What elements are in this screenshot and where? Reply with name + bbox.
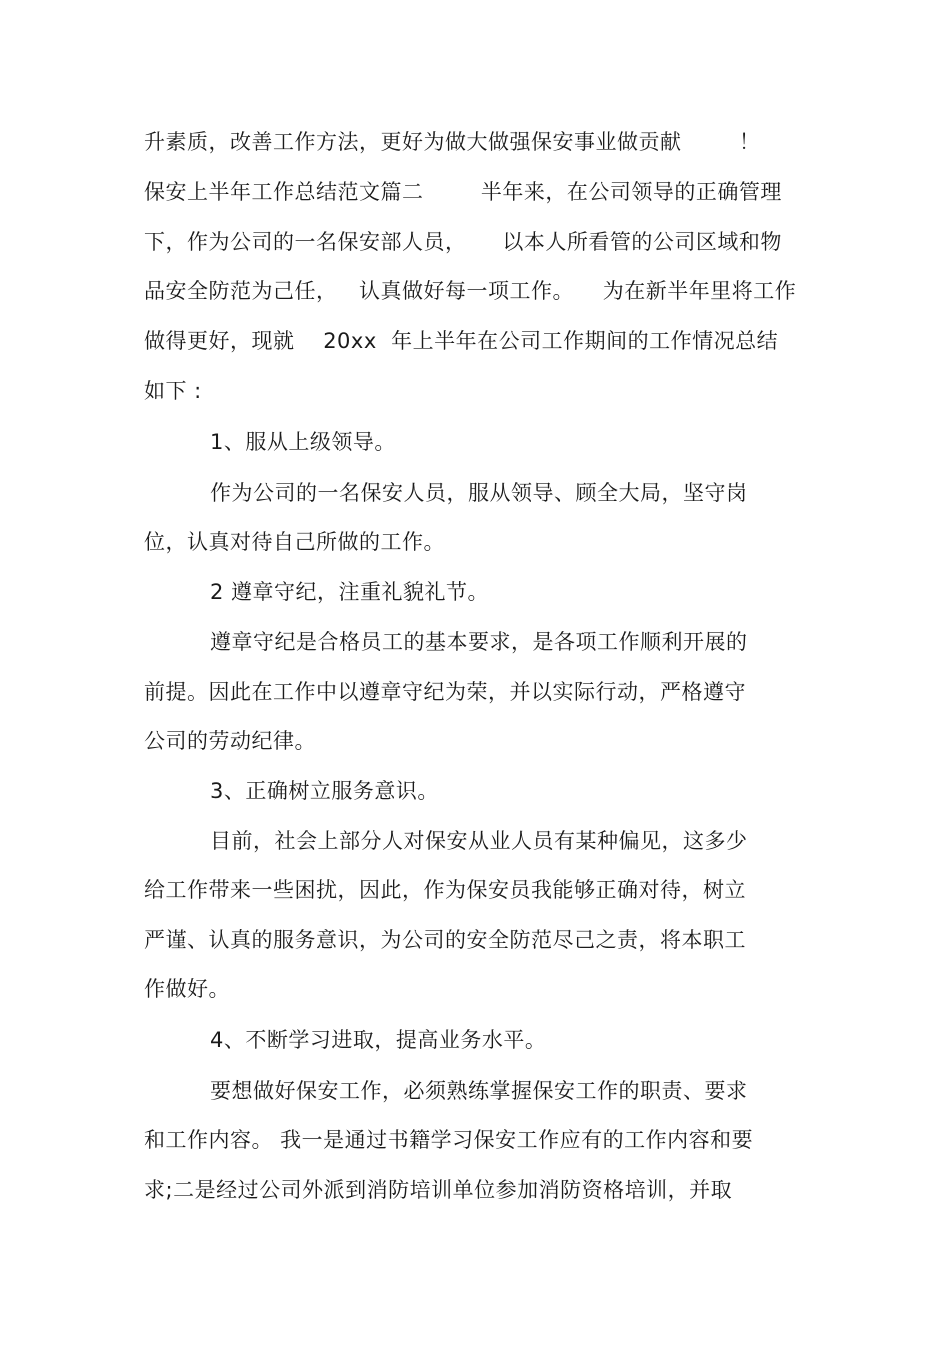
- paragraph-3-line-4: 作做好。: [144, 977, 230, 1001]
- paragraph-1-line-2: 位，认真对待自己所做的工作。: [144, 530, 445, 554]
- text-line-6: 如下 :: [144, 379, 202, 403]
- paragraph-2-line-3: 公司的劳动纪律。: [144, 729, 316, 753]
- text-line-4: 品安全防范为己任， 认真做好每一项工作。 为在新半年里将工作: [144, 279, 797, 303]
- text-line-5: 做得更好，现就 20xx 年上半年在公司工作期间的工作情况总结: [144, 329, 779, 353]
- text-line-1: 升素质，改善工作方法，更好为做大做强保安事业做贡献 ！: [144, 130, 761, 154]
- paragraph-3-line-2: 给工作带来一些困扰，因此，作为保安员我能够正确对待，树立: [144, 878, 746, 902]
- paragraph-4-line-3: 求;二是经过公司外派到消防培训单位参加消防资格培训，并取: [144, 1178, 733, 1202]
- paragraph-3-line-1: 目前，社会上部分人对保安从业人员有某种偏见，这多少: [210, 829, 748, 853]
- text-line-3: 下，作为公司的一名保安部人员， 以本人所看管的公司区域和物: [144, 230, 782, 254]
- section-heading-3: 3、正确树立服务意识。: [210, 779, 439, 803]
- paragraph-4-line-1: 要想做好保安工作，必须熟练掌握保安工作的职责、要求: [210, 1079, 748, 1103]
- section-heading-4: 4、不断学习进取，提高业务水平。: [210, 1028, 547, 1052]
- section-heading-2: 2 遵章守纪，注重礼貌礼节。: [210, 580, 490, 604]
- section-heading-1: 1、服从上级领导。: [210, 430, 396, 454]
- paragraph-1-line-1: 作为公司的一名保安人员，服从领导、顾全大局，坚守岗: [210, 481, 748, 505]
- paragraph-2-line-2: 前提。因此在工作中以遵章守纪为荣，并以实际行动，严格遵守: [144, 680, 746, 704]
- paragraph-3-line-3: 严谨、认真的服务意识，为公司的安全防范尽己之责，将本职工: [144, 928, 746, 952]
- text-line-2: 保安上半年工作总结范文篇二 半年来，在公司领导的正确管理: [144, 180, 782, 204]
- paragraph-4-line-2: 和工作内容。 我一是通过书籍学习保安工作应有的工作内容和要: [144, 1128, 754, 1152]
- paragraph-2-line-1: 遵章守纪是合格员工的基本要求，是各项工作顺利开展的: [210, 630, 748, 654]
